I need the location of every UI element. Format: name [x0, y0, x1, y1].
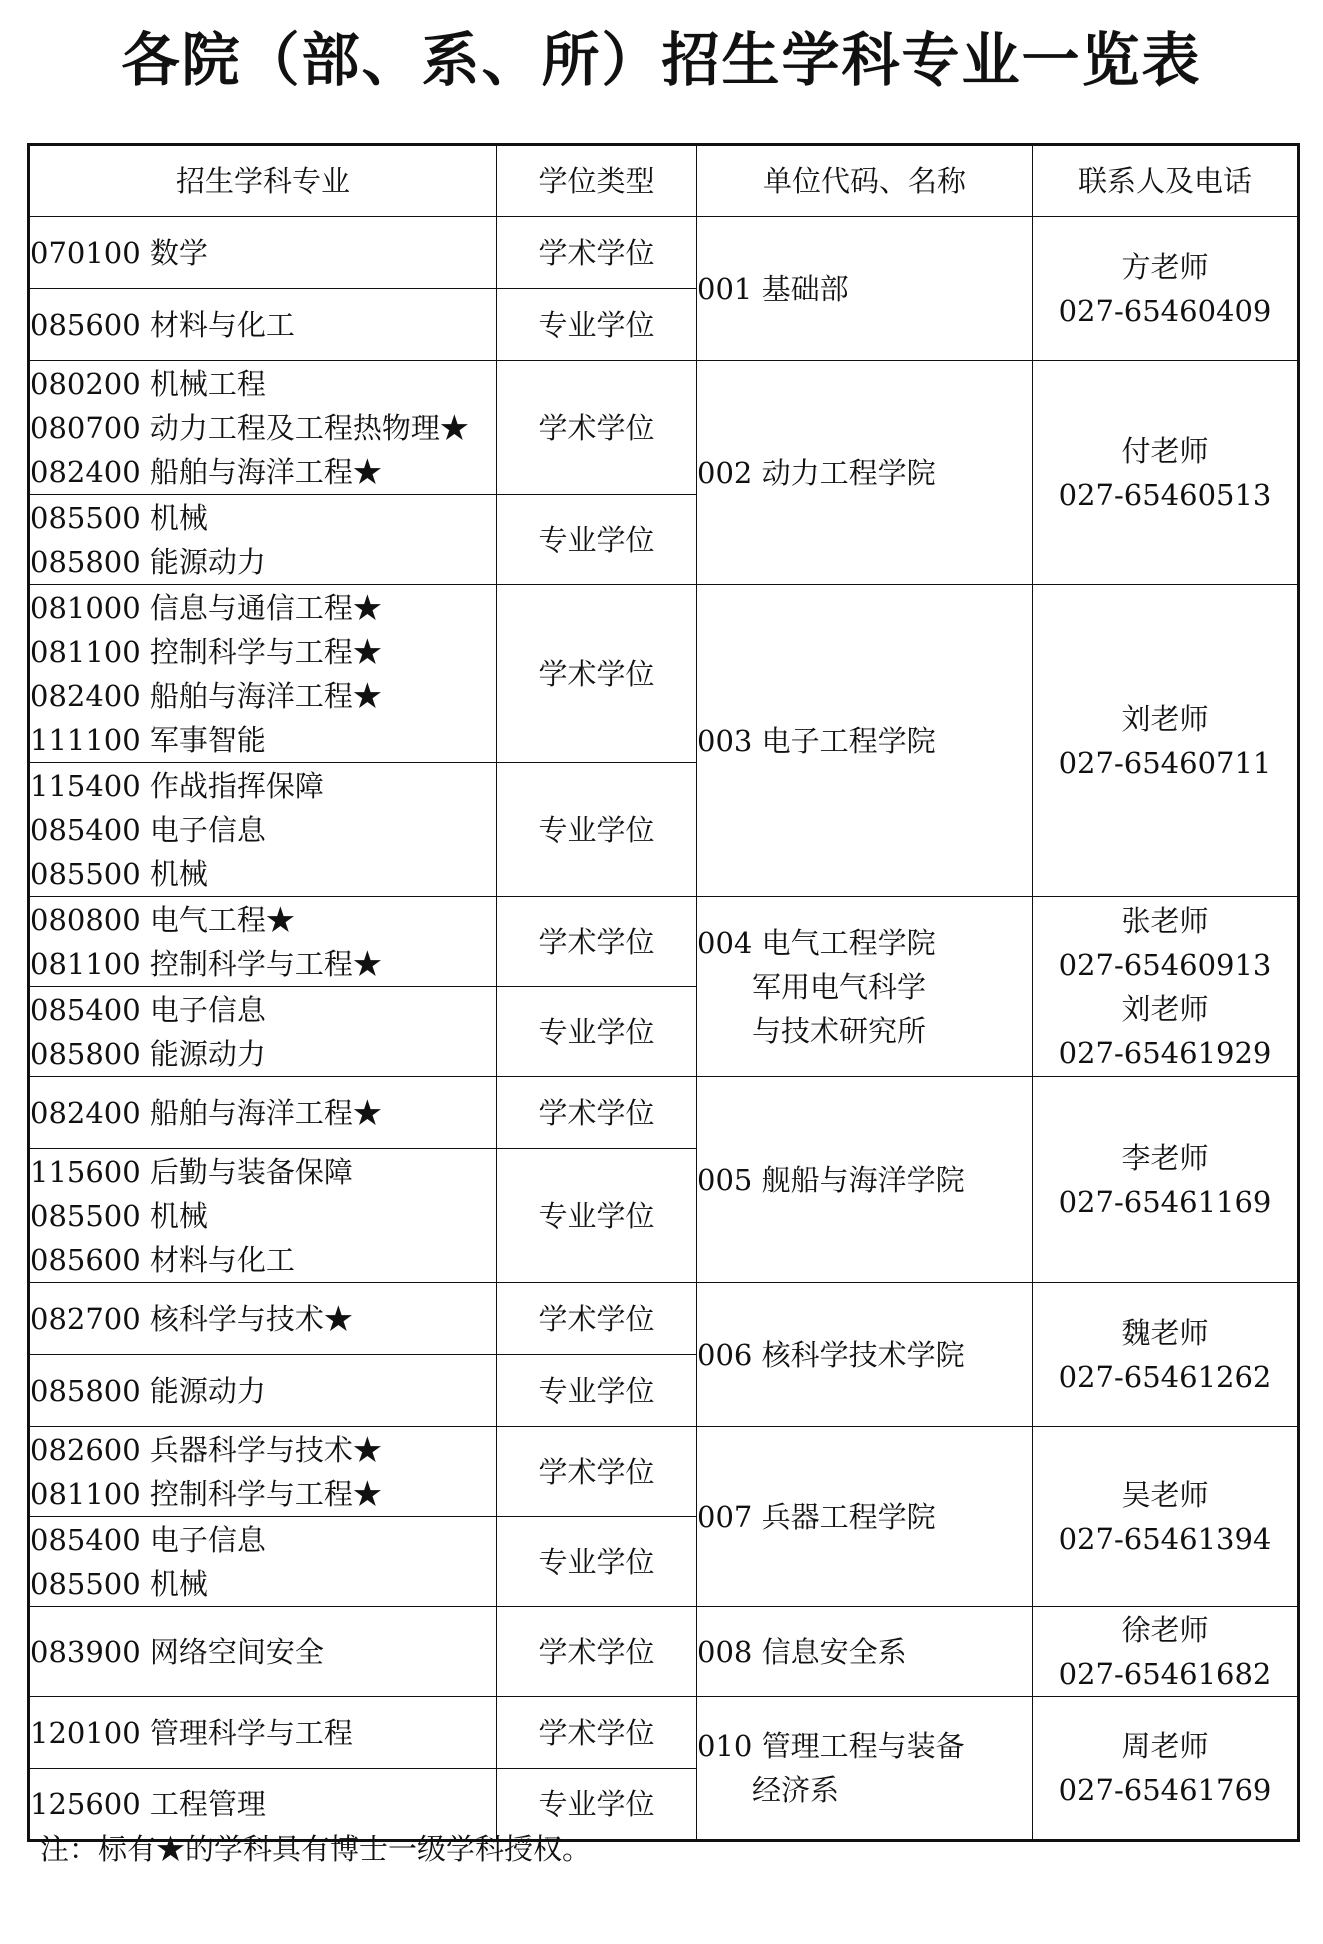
subject-item: 081100 控制科学与工程★ — [30, 946, 382, 981]
contact-phone: 027-65460913 — [1058, 947, 1272, 982]
header-contact: 联系人及电话 — [1033, 145, 1299, 217]
subject-item: 085500 机械 — [30, 500, 208, 535]
subject-item: 085800 能源动力 — [30, 544, 266, 579]
unit-name-line: 006 核科学技术学院 — [697, 1337, 965, 1372]
subject-cell — [29, 1355, 497, 1427]
subject-cell — [29, 1607, 497, 1697]
subject-item: 080200 机械工程 — [30, 366, 266, 401]
degree-type-cell: 学术学位 — [497, 1077, 697, 1149]
unit-cell — [697, 1697, 1033, 1841]
page-title: 各院（部、系、所）招生学科专业一览表 — [121, 26, 1202, 94]
table-row — [29, 1697, 1299, 1769]
subject-item: 085600 材料与化工 — [30, 307, 295, 342]
contact-cell — [1033, 1427, 1299, 1607]
contact-phone: 027-65460711 — [1058, 745, 1272, 780]
unit-name-line: 003 电子工程学院 — [697, 723, 936, 758]
unit-cell — [697, 1607, 1033, 1697]
table-row — [29, 1427, 1299, 1517]
table-row — [29, 1607, 1299, 1697]
subject-cell — [29, 361, 497, 495]
subject-item: 081100 控制科学与工程★ — [30, 1476, 382, 1511]
unit-name-line: 军用电气科学 — [752, 969, 927, 1004]
degree-type-cell: 专业学位 — [497, 1149, 697, 1283]
subject-item: 115600 后勤与装备保障 — [30, 1154, 353, 1189]
contact-name: 魏老师 — [1121, 1315, 1209, 1350]
subject-cell — [29, 495, 497, 585]
subject-item: 083900 网络空间安全 — [30, 1634, 324, 1669]
degree-type-cell: 学术学位 — [497, 1697, 697, 1769]
subject-cell — [29, 763, 497, 897]
contact-phone: 027-65461682 — [1058, 1656, 1272, 1691]
degree-type-cell: 专业学位 — [497, 987, 697, 1077]
unit-cell — [697, 1427, 1033, 1607]
header-degree-type: 学位类型 — [497, 145, 697, 217]
unit-name-line: 005 舰船与海洋学院 — [697, 1162, 965, 1197]
subject-item: 115400 作战指挥保障 — [30, 768, 324, 803]
subject-cell — [29, 289, 497, 361]
unit-name-line: 002 动力工程学院 — [697, 455, 936, 490]
subject-item: 081100 控制科学与工程★ — [30, 634, 382, 669]
contact-name: 刘老师 — [1121, 701, 1209, 736]
unit-cell — [697, 217, 1033, 361]
contact-name: 刘老师 — [1121, 991, 1209, 1026]
header-unit: 单位代码、名称 — [697, 145, 1033, 217]
unit-name-line: 001 基础部 — [697, 271, 849, 306]
subject-item: 085500 机械 — [30, 1198, 208, 1233]
table-row — [29, 217, 1299, 289]
unit-name-line: 007 兵器工程学院 — [697, 1499, 936, 1534]
contact-cell — [1033, 897, 1299, 1077]
subject-item: 082600 兵器科学与技术★ — [30, 1432, 382, 1467]
header-subject: 招生学科专业 — [29, 145, 497, 217]
degree-type-cell: 学术学位 — [497, 897, 697, 987]
subject-cell — [29, 1697, 497, 1769]
subject-item: 111100 军事智能 — [30, 722, 266, 757]
subject-item: 085600 材料与化工 — [30, 1242, 295, 1277]
contact-phone: 027-65461262 — [1058, 1359, 1272, 1394]
subject-cell — [29, 217, 497, 289]
unit-cell — [697, 585, 1033, 897]
subject-item: 085500 机械 — [30, 856, 208, 891]
degree-type-cell: 专业学位 — [497, 289, 697, 361]
degree-type-cell: 专业学位 — [497, 1517, 697, 1607]
subject-cell — [29, 1517, 497, 1607]
subject-item: 085400 电子信息 — [30, 1522, 266, 1557]
subject-item: 085400 电子信息 — [30, 812, 266, 847]
contact-name: 徐老师 — [1121, 1612, 1209, 1647]
unit-name-line: 经济系 — [752, 1773, 840, 1807]
subject-item: 082700 核科学与技术★ — [30, 1301, 353, 1336]
subject-item: 120100 管理科学与工程 — [30, 1715, 353, 1750]
contact-name: 吴老师 — [1121, 1477, 1209, 1512]
degree-type-cell: 学术学位 — [497, 1427, 697, 1517]
degree-type-cell: 学术学位 — [497, 1283, 697, 1355]
unit-name-line: 010 管理工程与装备 — [697, 1729, 965, 1763]
subject-item: 085400 电子信息 — [30, 992, 266, 1027]
contact-name: 周老师 — [1121, 1729, 1209, 1763]
contact-phone: 027-65460513 — [1058, 477, 1272, 512]
table-row — [29, 1077, 1299, 1149]
degree-type-cell: 专业学位 — [497, 495, 697, 585]
contact-cell — [1033, 1607, 1299, 1697]
header-row — [29, 145, 1299, 217]
subject-cell — [29, 1077, 497, 1149]
degree-type-cell: 学术学位 — [497, 217, 697, 289]
subject-item: 080700 动力工程及工程热物理★ — [30, 410, 469, 445]
contact-name: 张老师 — [1121, 903, 1209, 938]
subject-item: 081000 信息与通信工程★ — [30, 590, 382, 625]
unit-name-line: 004 电气工程学院 — [697, 925, 936, 960]
subject-item: 085800 能源动力 — [30, 1373, 266, 1408]
contact-cell — [1033, 1077, 1299, 1283]
subject-cell — [29, 987, 497, 1077]
table-row — [29, 361, 1299, 495]
contact-name: 方老师 — [1121, 249, 1209, 284]
subject-item: 080800 电气工程★ — [30, 902, 295, 937]
degree-type-cell: 专业学位 — [497, 763, 697, 897]
degree-type-cell: 学术学位 — [497, 361, 697, 495]
degree-type-cell: 学术学位 — [497, 1607, 697, 1697]
table-row — [29, 1283, 1299, 1355]
contact-name: 李老师 — [1121, 1140, 1209, 1175]
contact-phone: 027-65461394 — [1058, 1521, 1272, 1556]
unit-cell — [697, 1283, 1033, 1427]
subject-cell — [29, 1427, 497, 1517]
subject-item: 082400 船舶与海洋工程★ — [30, 1095, 382, 1130]
subject-item: 085500 机械 — [30, 1566, 208, 1601]
subject-item: 082400 船舶与海洋工程★ — [30, 454, 382, 489]
unit-cell — [697, 897, 1033, 1077]
contact-name: 付老师 — [1121, 433, 1209, 468]
degree-type-cell: 专业学位 — [497, 1355, 697, 1427]
contact-phone: 027-65461169 — [1058, 1184, 1272, 1219]
subject-cell — [29, 897, 497, 987]
contact-phone: 027-65461769 — [1058, 1773, 1272, 1807]
table-row — [29, 585, 1299, 763]
contact-cell — [1033, 1283, 1299, 1427]
subject-item: 082400 船舶与海洋工程★ — [30, 678, 382, 713]
subject-item: 085800 能源动力 — [30, 1036, 266, 1071]
contact-cell — [1033, 361, 1299, 585]
degree-type-cell: 学术学位 — [497, 585, 697, 763]
unit-name-line: 008 信息安全系 — [697, 1634, 907, 1669]
program-table — [27, 143, 1300, 1842]
subject-cell — [29, 1149, 497, 1283]
footnote: 注：标有★的学科具有博士一级学科授权。 — [40, 1832, 592, 1866]
unit-cell — [697, 361, 1033, 585]
contact-cell — [1033, 1697, 1299, 1841]
unit-cell — [697, 1077, 1033, 1283]
subject-cell — [29, 585, 497, 763]
contact-phone: 027-65461929 — [1058, 1035, 1272, 1070]
subject-item: 125600 工程管理 — [30, 1787, 266, 1821]
contact-cell — [1033, 217, 1299, 361]
subject-cell — [29, 1283, 497, 1355]
table-row — [29, 897, 1299, 987]
contact-phone: 027-65460409 — [1058, 293, 1272, 328]
unit-name-line: 与技术研究所 — [752, 1013, 927, 1048]
degree-type-cell: 专业学位 — [497, 1769, 697, 1841]
subject-item: 070100 数学 — [30, 235, 208, 270]
contact-cell — [1033, 585, 1299, 897]
